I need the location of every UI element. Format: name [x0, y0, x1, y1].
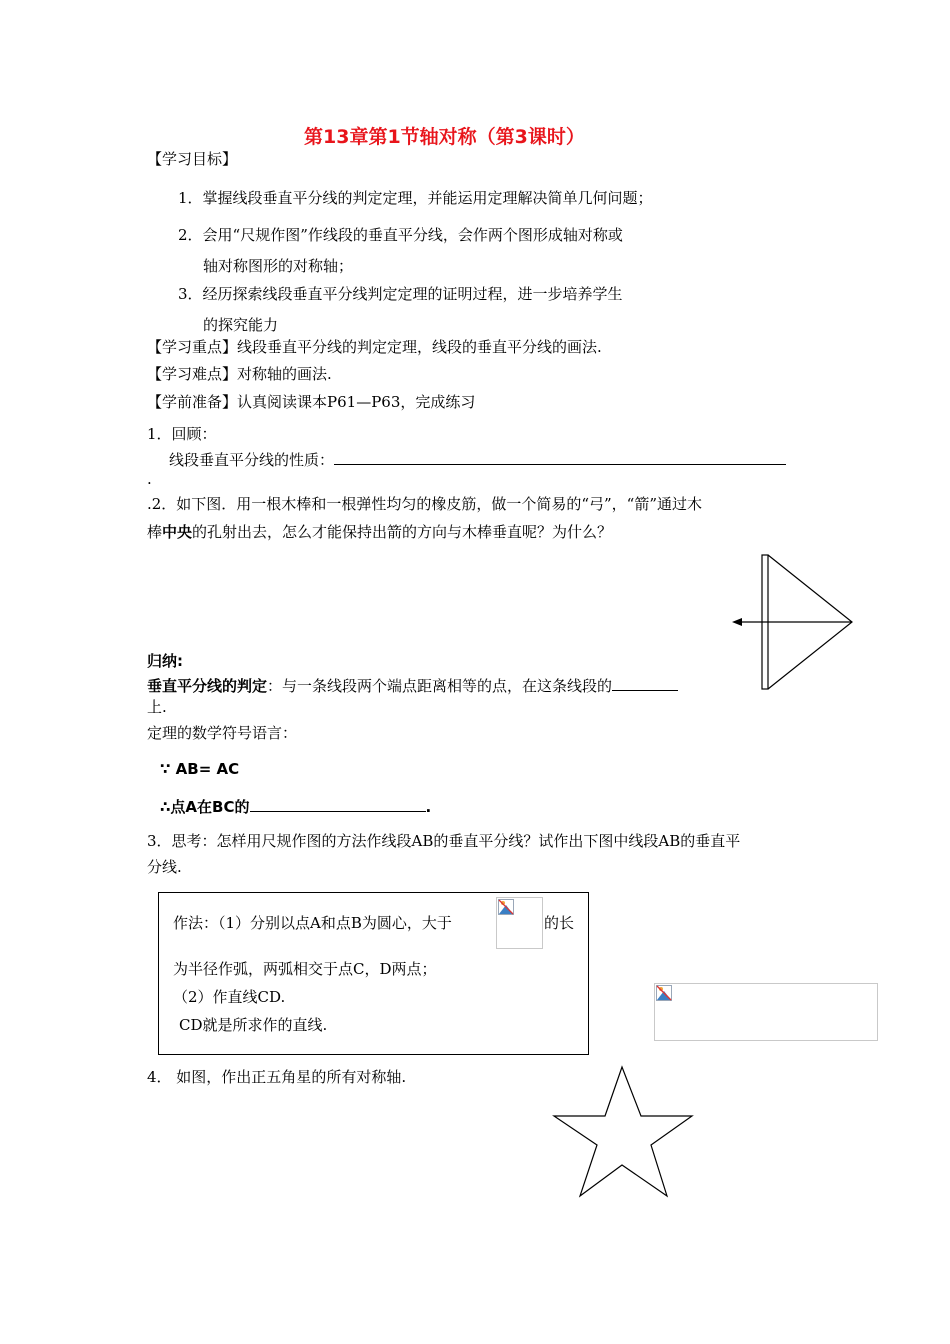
q2-line2-a: 棒 — [147, 523, 163, 541]
summary-therefore — [160, 795, 431, 817]
q2-line2-b: 的孔射出去，怎么才能保持出箭的方向与木棒垂直呢？为什么？ — [192, 523, 613, 541]
q3-line2: 分线. — [147, 858, 182, 876]
objective-3: 3．经历探索线段垂直平分线判定定理的证明过程，进一步培养学生 — [178, 285, 623, 303]
summary-theorem — [147, 674, 678, 696]
method-line1-b: 的长 — [544, 914, 575, 932]
summary-therefore-text: ∴点A在BC的 — [160, 798, 250, 816]
five-pointed-star — [554, 1067, 692, 1196]
summary-theorem-end: 上. — [147, 698, 167, 716]
q1-prompt-text: 线段垂直平分线的性质： — [169, 451, 335, 469]
key-points-text: 线段垂直平分线的判定定理，线段的垂直平分线的画法. — [237, 338, 602, 356]
objectives-header: 【学习目标】 — [147, 150, 238, 168]
summary-math-lang: 定理的数学符号语言： — [147, 724, 298, 742]
preparation-text: 认真阅读课本P61—P63，完成练习 — [237, 393, 476, 411]
objective-3-cont: 的探究能力 — [203, 316, 279, 334]
difficulty — [147, 364, 332, 384]
q1-answer-blank[interactable] — [334, 448, 786, 465]
difficulty-text: 对称轴的画法. — [237, 365, 332, 383]
key-points — [147, 337, 602, 357]
key-points-label: 【学习重点】 — [147, 338, 238, 356]
therefore-answer-blank[interactable] — [250, 795, 426, 812]
method-line1-a: 作法：（1）分别以点A和点B为圆心，大于 — [173, 914, 452, 932]
summary-answer-blank[interactable] — [612, 674, 678, 691]
page-title: 第13章第1节轴对称（第3课时） — [304, 126, 585, 148]
q2-line1: .2．如下图．用一根木棒和一根弹性均匀的橡皮筋，做一个简易的“弓”，“箭”通过木 — [147, 495, 702, 513]
objective-2: 2．会用“尺规作图”作线段的垂直平分线，会作两个图形成轴对称或 — [178, 226, 623, 244]
preparation-label: 【学前准备】 — [147, 393, 238, 411]
method-line4: CD就是所求作的直线. — [179, 1016, 328, 1034]
construction-method-box — [158, 892, 589, 1055]
summary-theorem-text: ：与一条线段两个端点距离相等的点，在这条线段的 — [267, 677, 613, 695]
q1-dot: . — [147, 470, 152, 488]
q1-title: 1．回顾： — [147, 425, 217, 443]
objective-2-cont: 轴对称图形的对称轴； — [203, 257, 354, 275]
broken-image-icon — [656, 985, 672, 1001]
summary-therefore-end: . — [425, 798, 432, 816]
fraction-image — [496, 897, 543, 949]
q3-line1: 3．思考：怎样用尺规作图的方法作线段AB的垂直平分线？试作出下图中线段AB的垂直平 — [147, 832, 741, 850]
bow-stick — [762, 555, 768, 689]
preparation — [147, 392, 475, 412]
segment-ab-image — [654, 983, 878, 1041]
method-line2: 为半径作弧，两弧相交于点C，D两点； — [173, 960, 437, 978]
summary-label: 归纳: — [147, 652, 183, 670]
difficulty-label: 【学习难点】 — [147, 365, 238, 383]
q2-line2-bold: 中央 — [162, 523, 193, 541]
broken-image-icon — [498, 899, 514, 915]
q2-line2 — [147, 522, 612, 542]
q4-text: 4． 如图，作出正五角星的所有对称轴. — [147, 1068, 407, 1086]
bow-string — [768, 555, 852, 689]
summary-because: ∵ AB= AC — [160, 760, 240, 778]
arrow-head — [732, 618, 742, 626]
method-line3: （2）作直线CD. — [173, 988, 286, 1006]
summary-theorem-bold: 垂直平分线的判定 — [147, 677, 268, 695]
q1-prompt — [169, 448, 786, 470]
objective-1: 1．掌握线段垂直平分线的判定定理，并能运用定理解决简单几何问题； — [178, 189, 653, 207]
